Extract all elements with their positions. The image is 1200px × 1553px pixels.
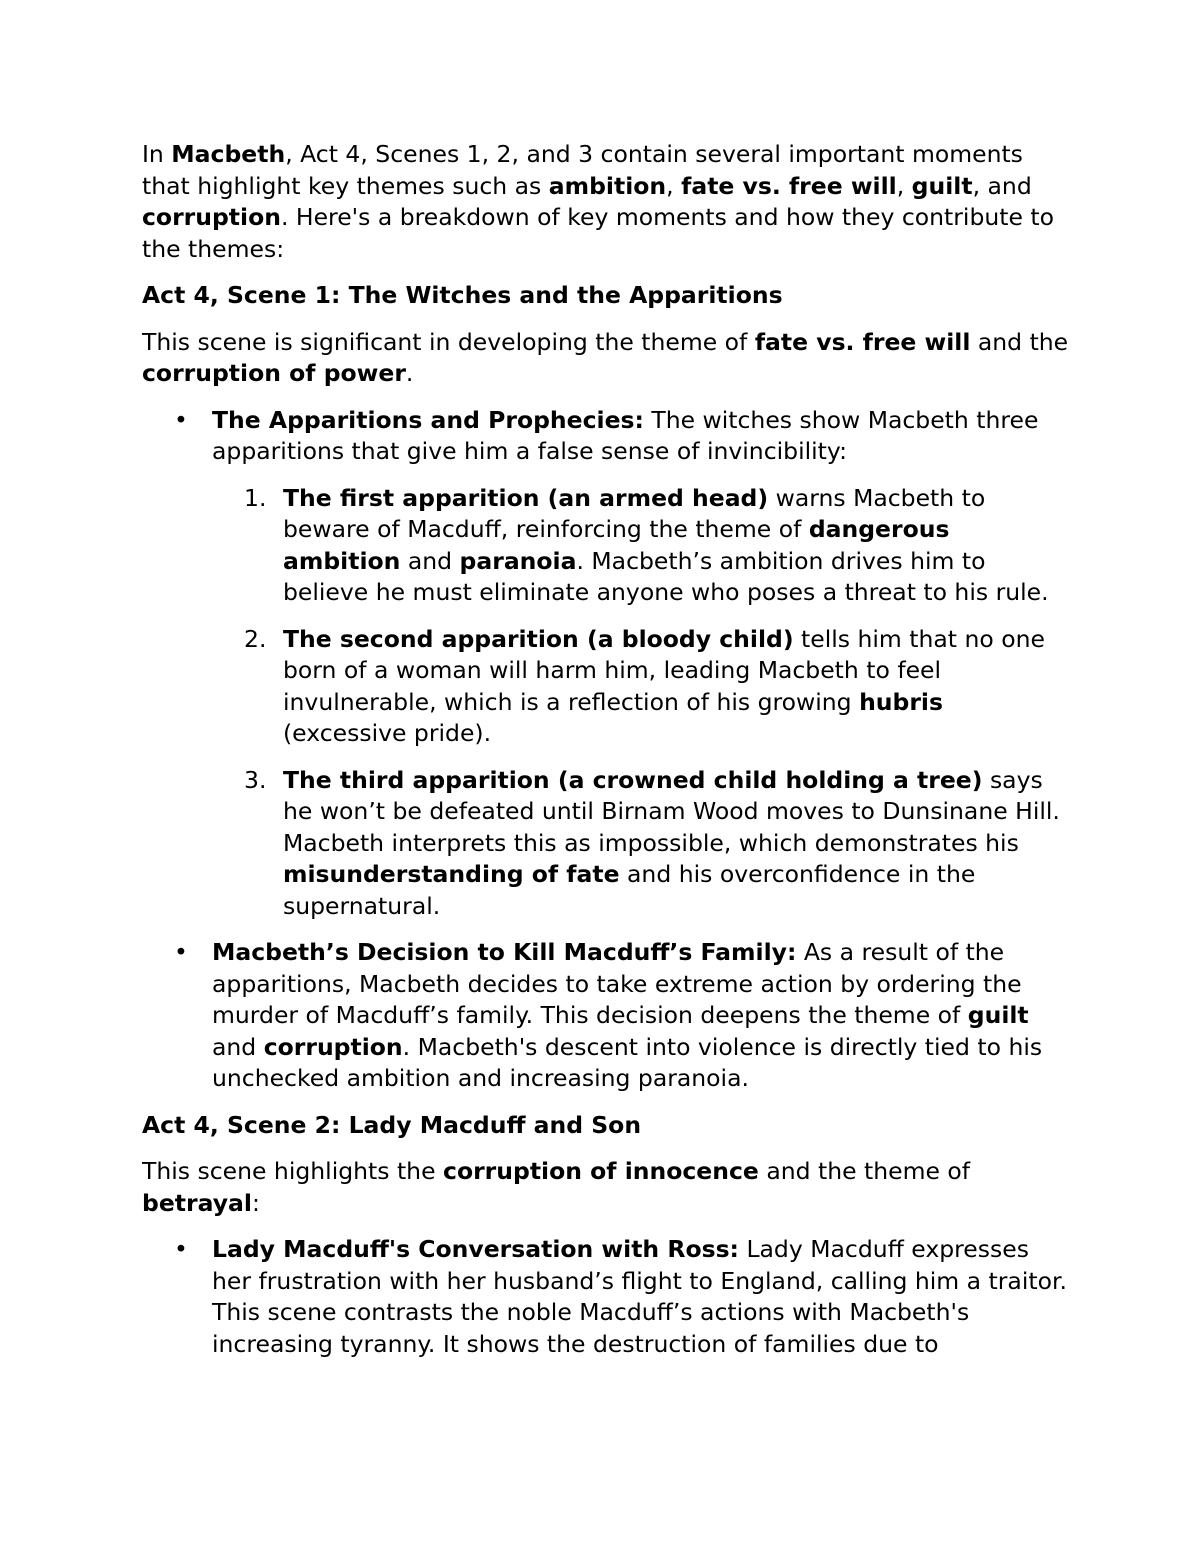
list-number: 2. <box>244 624 267 653</box>
scene1-heading: Act 4, Scene 1: The Witches and the Apparitions <box>142 281 783 309</box>
scene2-heading: Act 4, Scene 2: Lady Macduff and Son <box>142 1110 642 1139</box>
document-page <box>142 139 1072 1375</box>
scene2-bullet-list <box>142 1234 1072 1360</box>
list-item: • Macbeth’s Decision to Kill Macduff’s Family: As a result of the apparitions, Macbeth decides to take extreme action by ordering the murder of Macduff’s family. This decision deepens the theme of guilt and corruption. Macbeth's descent into violence is directly tied to his unchecked ambition and increasing paranoia. <box>174 938 1043 1092</box>
scene1-description: This scene is significant in developing the theme of fate vs. free will and the corruption of power. <box>142 327 1069 387</box>
bullet-icon: • <box>174 938 188 966</box>
list-item: • The Apparitions and Prophecies: The witches show Macbeth three apparitions that give him a false sense of invincibility: 1. The first apparition (an armed head) warns Macbeth to beware of Macduff, reinforcing the theme of dangerous ambition and paranoia. Macbeth’s ambition drives him to believe he must eliminate anyone who poses a threat to his rule. 2. The second apparition (a bloody child) tells him that no one born of a woman will harm him, leading Macbeth to feel invulnerable, which is a reflection of his growing hubris (excessive pride). 3. The third apparition (a crowned child holding a tree) says he won’t be defeated until Birnam Wood moves to Dunsinane Hill. Macbeth interprets this as impossible, which demonstrates his misunderstanding of fate and his overconfidence in the supernatural. <box>142 405 1072 923</box>
intro-paragraph: In Macbeth, Act 4, Scenes 1, 2, and 3 contain several important moments that highlight key themes such as ambition, fate vs. free will, guilt, and corruption. Here's a breakdown of key moments and how they contribute to the themes: <box>142 140 1055 263</box>
scene1-bullet-list <box>142 405 1072 1095</box>
list-item: 3. The third apparition (a crowned child holding a tree) says he won’t be defeated until Birnam Wood moves to Dunsinane Hill. Macbeth interprets this as impossible, which demonstrates his misunderstanding of fate and his overconfidence in the supernatural. <box>244 765 1060 920</box>
bullet-icon: • <box>174 1235 188 1263</box>
scene2-description: This scene highlights the corruption of innocence and the theme of betrayal: <box>142 1157 971 1217</box>
bullet-icon: • <box>174 405 188 434</box>
list-item: 2. The second apparition (a bloody child) tells him that no one born of a woman will harm him, leading Macbeth to feel invulnerable, which is a reflection of his growing hubris (excessive pride). <box>244 624 1045 747</box>
list-number: 3. <box>244 765 267 794</box>
list-item: 1. The first apparition (an armed head) warns Macbeth to beware of Macduff, reinforcing the theme of dangerous ambition and paranoia. Macbeth’s ambition drives him to believe he must eliminate anyone who poses a threat to his rule. <box>244 483 1049 606</box>
apparitions-list <box>212 483 1072 923</box>
list-item: • Lady Macduff's Conversation with Ross: Lady Macduff expresses her frustration with her husband’s flight to England, calling him a traitor. This scene contrasts the noble Macduff’s actions with Macbeth's increasing tyranny. It shows the destruction of families due to <box>174 1235 1067 1358</box>
list-number: 1. <box>244 483 267 512</box>
